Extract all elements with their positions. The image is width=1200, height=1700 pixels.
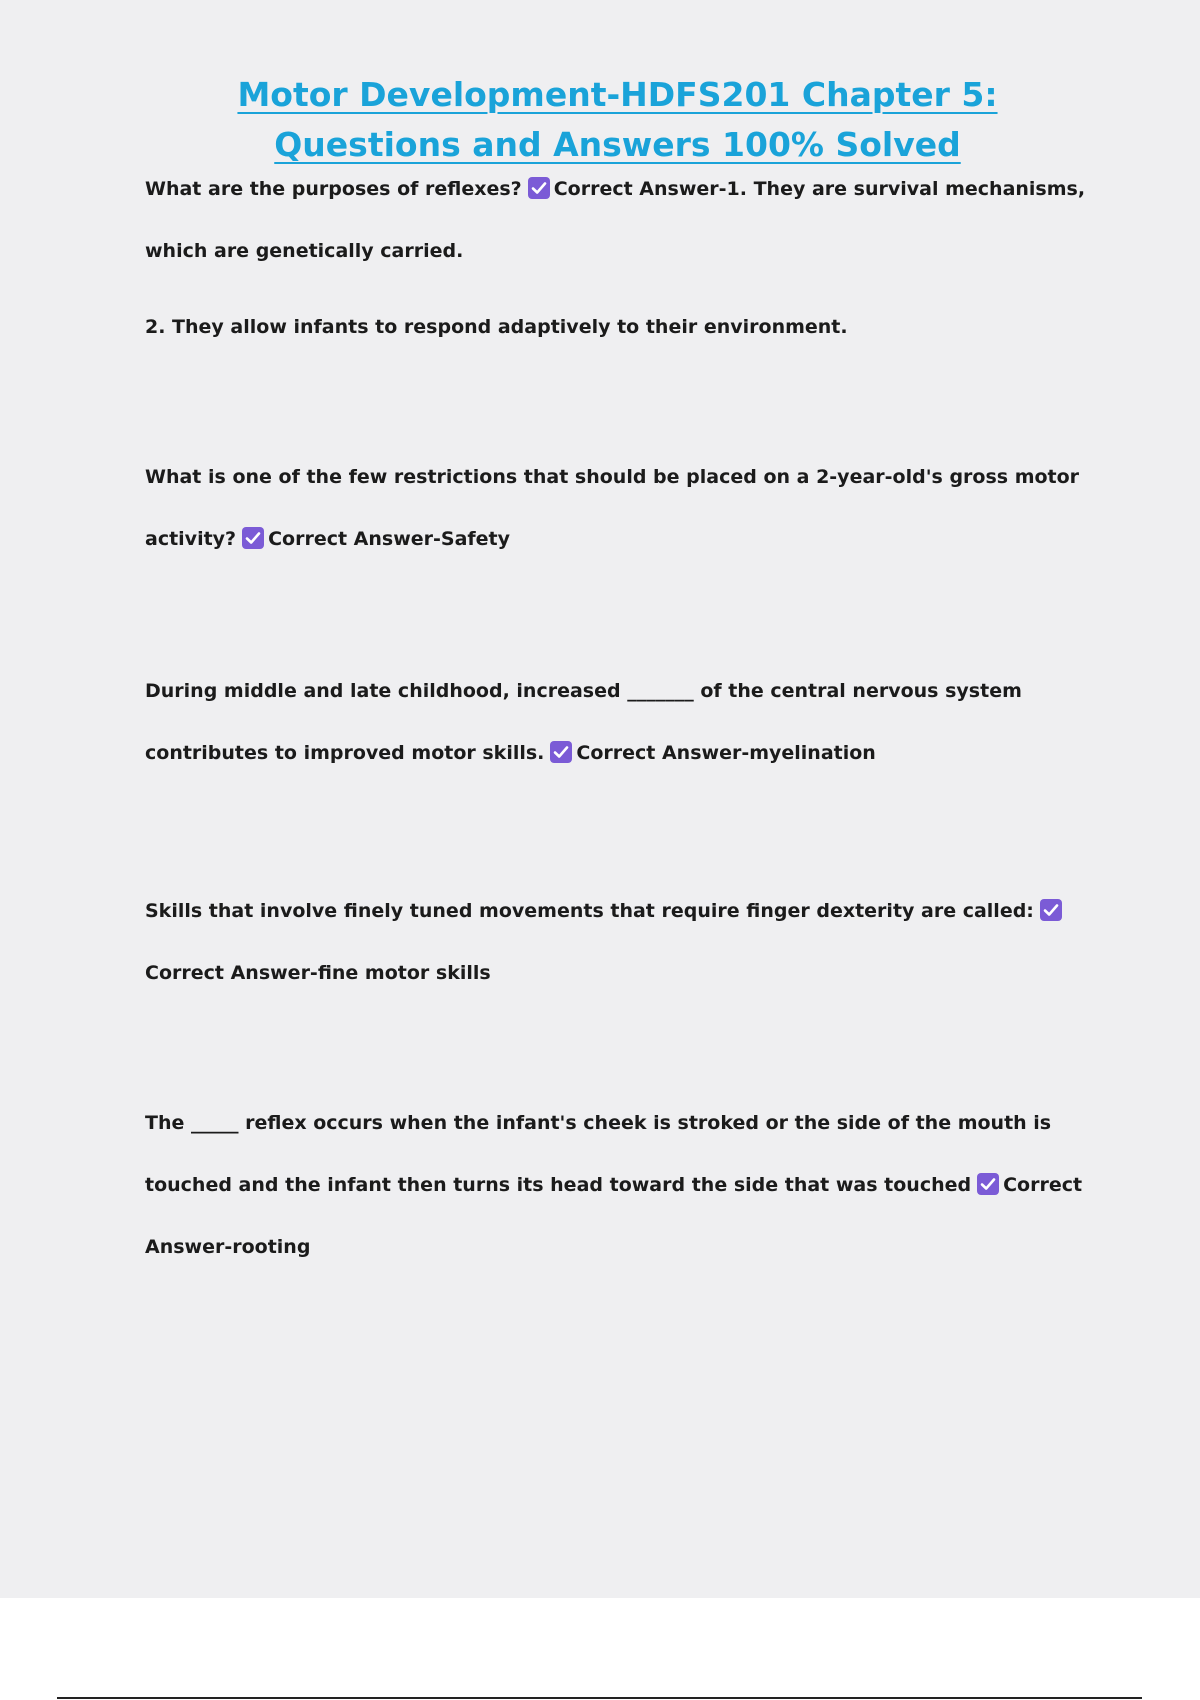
question-text: Skills that involve finely tuned movements that require finger dexterity are called: [145, 900, 1034, 922]
question-text: What is one of the few restrictions that should be placed on a 2-year-old's gross motor activity? [145, 466, 1080, 550]
answer-text: Correct Answer-rooting [145, 1174, 1083, 1258]
qa-item-2 [145, 446, 1095, 570]
document-title: Motor Development-HDFS201 Chapter 5: Questions and Answers 100% Solved [237, 75, 998, 164]
qa-item-3 [145, 660, 1095, 784]
answer-extra-text: 2. They allow infants to respond adaptively to their environment. [145, 316, 848, 338]
qa-item-5 [145, 1092, 1095, 1278]
checkbox-checked-icon [242, 527, 264, 549]
checkbox-checked-icon [528, 177, 550, 199]
answer-text: Correct Answer-fine motor skills [145, 962, 491, 984]
checkbox-checked-icon [550, 741, 572, 763]
answer-text: Correct Answer-myelination [576, 742, 876, 764]
answer-text: Correct Answer-Safety [268, 528, 511, 550]
question-text: The _____ reflex occurs when the infant's cheek is stroked or the side of the mouth is touched and the infant then turns its head toward the side that was touched [145, 1112, 1052, 1196]
checkbox-checked-icon [977, 1173, 999, 1195]
qa-item-1 [145, 158, 1095, 358]
question-text: What are the purposes of reflexes? [145, 178, 522, 200]
footer-divider [57, 1697, 1142, 1699]
checkbox-checked-icon [1040, 899, 1062, 921]
question-text: During middle and late childhood, increased _______ of the central nervous system contributes to improved motor skills. [145, 680, 1022, 764]
qa-item-4 [145, 880, 1095, 1004]
answer-text: Correct Answer-1. They are survival mechanisms, which are genetically carried. [145, 178, 1086, 262]
